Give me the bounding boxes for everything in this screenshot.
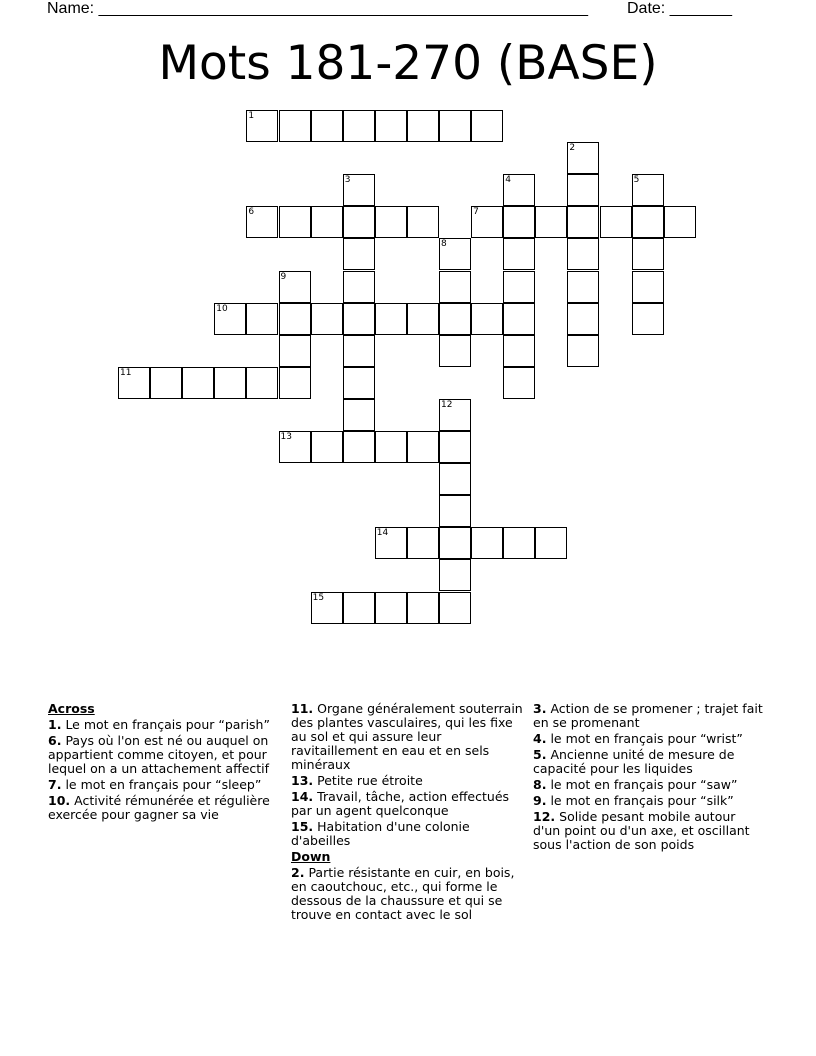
grid-cell[interactable] [567, 271, 599, 303]
clue-across-15: 15. Habitation d'une colonie d'abeilles [291, 819, 470, 848]
cell-number: 14 [376, 528, 389, 539]
grid-cell[interactable] [439, 495, 471, 527]
grid-cell[interactable] [567, 206, 599, 238]
grid-cell[interactable] [407, 206, 439, 238]
date-field[interactable]: Date: _______ [627, 0, 732, 17]
down-heading: Down [291, 849, 331, 864]
grid-cell[interactable] [343, 206, 375, 238]
grid-cell[interactable] [503, 303, 535, 335]
grid-cell[interactable] [439, 271, 471, 303]
cell-number: 2 [569, 143, 576, 154]
clue-across-6: 6. Pays où l'on est né ou auquel on appartient comme citoyen, et pour lequel on a un attachement affectif [48, 733, 270, 776]
grid-cell[interactable] [407, 527, 439, 559]
grid-cell[interactable] [311, 431, 343, 463]
cell-number: 8 [441, 239, 447, 250]
grid-cell[interactable] [471, 303, 503, 335]
grid-cell[interactable] [471, 527, 503, 559]
clue-across-10: 10. Activité rémunérée et régulière exercée pour gagner sa vie [48, 793, 270, 822]
across-heading: Across [48, 701, 95, 716]
grid-cell[interactable] [439, 238, 471, 270]
grid-cell[interactable] [246, 367, 278, 399]
grid-cell[interactable] [343, 271, 375, 303]
grid-cell[interactable] [632, 174, 664, 206]
clues-column-2 [291, 702, 523, 924]
cell-number: 6 [248, 207, 255, 218]
cell-number: 12 [441, 399, 453, 410]
clues-column-1 [48, 702, 272, 824]
grid-cell[interactable] [503, 206, 535, 238]
grid-cell[interactable] [567, 335, 599, 367]
grid-cell[interactable] [279, 431, 311, 463]
grid-cell[interactable] [664, 206, 696, 238]
grid-cell[interactable] [535, 206, 567, 238]
cell-number: 10 [216, 303, 228, 314]
grid-cell[interactable] [503, 527, 535, 559]
grid-cell[interactable] [375, 592, 407, 624]
grid-cell[interactable] [343, 592, 375, 624]
grid-cell[interactable] [632, 238, 664, 270]
grid-cell[interactable] [632, 271, 664, 303]
grid-cell[interactable] [503, 335, 535, 367]
grid-cell[interactable] [503, 271, 535, 303]
grid-cell[interactable] [407, 431, 439, 463]
clue-across-1: 1. Le mot en français pour “parish” [48, 717, 270, 732]
grid-cell[interactable] [375, 431, 407, 463]
grid-cell[interactable] [439, 335, 471, 367]
grid-cell[interactable] [503, 238, 535, 270]
cell-number: 13 [280, 432, 292, 442]
grid-cell[interactable] [343, 238, 375, 270]
grid-cell[interactable] [279, 335, 311, 367]
grid-cell[interactable] [214, 367, 246, 399]
grid-cell[interactable] [279, 271, 311, 303]
grid-cell[interactable] [407, 110, 439, 142]
grid-cell[interactable] [471, 206, 503, 238]
cell-number: 9 [280, 271, 287, 282]
cell-number: 5 [633, 175, 640, 186]
grid-cell[interactable] [182, 367, 214, 399]
grid-cell[interactable] [375, 110, 407, 142]
clue-across-11: 11. Organe généralement souterrain des plantes vasculaires, qui les fixe au sol et qui assure leur ravitaillement en eau et en sels minéraux [291, 701, 523, 772]
grid-cell[interactable] [439, 463, 471, 495]
clue-down-9: 9. le mot en français pour “silk” [533, 793, 734, 808]
grid-cell[interactable] [439, 559, 471, 591]
grid-cell[interactable] [567, 142, 599, 174]
grid-cell[interactable] [150, 367, 182, 399]
grid-cell[interactable] [343, 335, 375, 367]
clue-down-12: 12. Solide pesant mobile autour d'un point ou d'un axe, et oscillant sous l'action de son poids [533, 809, 750, 852]
grid-cell[interactable] [343, 367, 375, 399]
cell-number: 11 [120, 367, 132, 378]
grid-cell[interactable] [600, 206, 632, 238]
clue-down-3: 3. Action de se promener ; trajet fait en se promenant [533, 701, 763, 730]
grid-cell[interactable] [407, 592, 439, 624]
clue-down-2: 2. Partie résistante en cuir, en bois, en caoutchouc, etc., qui forme le dessous de la chaussure et qui se trouve en contact avec le sol [291, 865, 515, 922]
grid-cell[interactable] [311, 206, 343, 238]
grid-cell[interactable] [375, 303, 407, 335]
grid-cell[interactable] [632, 206, 664, 238]
cell-number: 4 [505, 175, 511, 186]
grid-cell[interactable] [343, 431, 375, 463]
grid-cell[interactable] [279, 110, 311, 142]
grid-cell[interactable] [246, 110, 278, 142]
clue-across-13: 13. Petite rue étroite [291, 773, 423, 788]
clue-down-5: 5. Ancienne unité de mesure de capacité pour les liquides [533, 747, 735, 776]
grid-cell[interactable] [311, 592, 343, 624]
clue-down-4: 4. le mot en français pour “wrist” [533, 731, 743, 746]
grid-cell[interactable] [343, 399, 375, 431]
grid-cell[interactable] [279, 206, 311, 238]
clues-column-3 [533, 702, 765, 854]
grid-cell[interactable] [439, 110, 471, 142]
cell-number: 3 [344, 175, 351, 186]
grid-cell[interactable] [632, 303, 664, 335]
grid-cell[interactable] [503, 367, 535, 399]
grid-cell[interactable] [246, 206, 278, 238]
grid-cell[interactable] [375, 527, 407, 559]
grid-cell[interactable] [375, 206, 407, 238]
grid-cell[interactable] [503, 174, 535, 206]
grid-cell[interactable] [279, 303, 311, 335]
grid-cell[interactable] [567, 174, 599, 206]
grid-cell[interactable] [343, 110, 375, 142]
grid-cell[interactable] [439, 527, 471, 559]
grid-cell[interactable] [535, 527, 567, 559]
grid-cell[interactable] [439, 399, 471, 431]
page-title: Mots 181-270 (BASE) [158, 36, 658, 91]
grid-cell[interactable] [407, 303, 439, 335]
grid-cell[interactable] [439, 592, 471, 624]
clue-across-7: 7. le mot en français pour “sleep” [48, 777, 262, 792]
grid-cell[interactable] [311, 110, 343, 142]
grid-cell[interactable] [279, 367, 311, 399]
grid-cell[interactable] [439, 431, 471, 463]
cell-number: 7 [473, 207, 479, 218]
clue-across-14: 14. Travail, tâche, action effectués par un agent quelconque [291, 789, 510, 818]
grid-cell[interactable] [118, 367, 150, 399]
cell-number: 15 [312, 592, 325, 603]
grid-cell[interactable] [439, 303, 471, 335]
grid-cell[interactable] [343, 303, 375, 335]
grid-cell[interactable] [567, 238, 599, 270]
grid-cell[interactable] [214, 303, 246, 335]
grid-cell[interactable] [246, 303, 278, 335]
grid-cell[interactable] [471, 110, 503, 142]
clue-down-8: 8. le mot en français pour “saw” [533, 777, 738, 792]
cell-number: 1 [248, 111, 255, 121]
grid-cell[interactable] [311, 303, 343, 335]
name-field[interactable]: Name: _______________________________________________________ [47, 0, 588, 17]
grid-cell[interactable] [343, 174, 375, 206]
grid-cell[interactable] [567, 303, 599, 335]
